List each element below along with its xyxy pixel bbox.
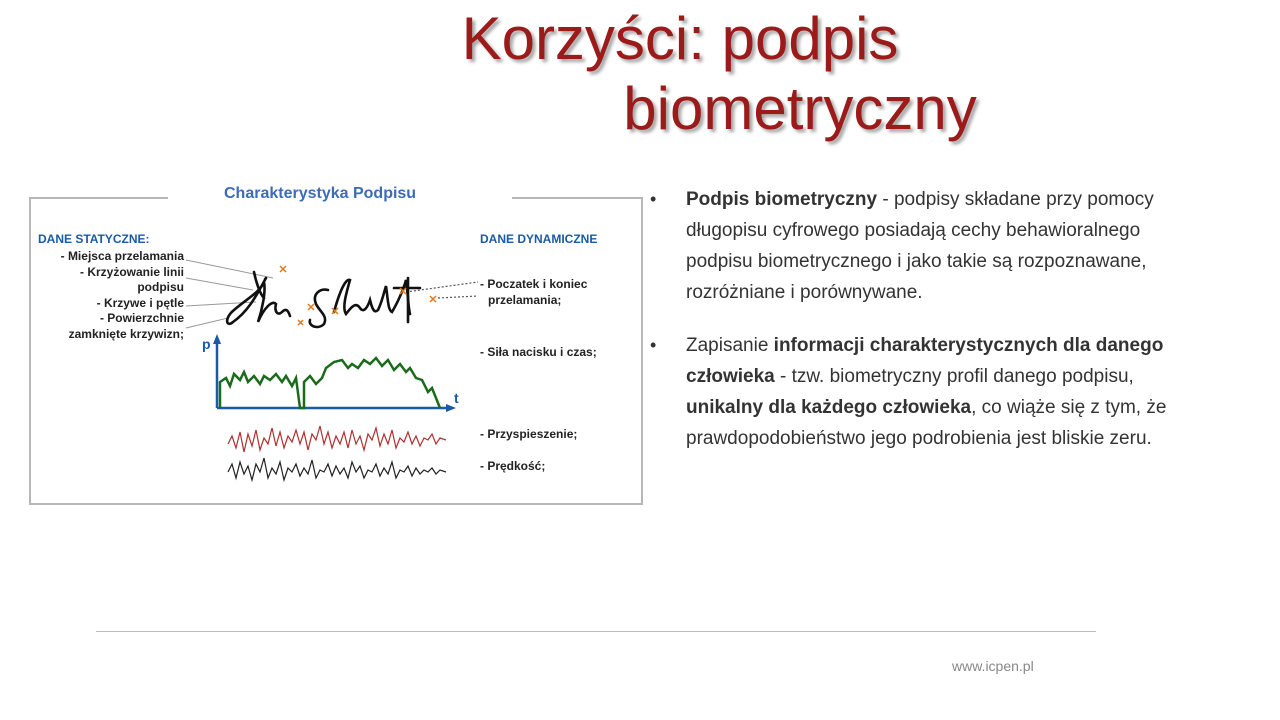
bullet-plain-text: - tzw. biometryczny profil danego podpisu, xyxy=(774,366,1134,387)
dynamic-data-heading: DANE DYNAMICZNE xyxy=(480,232,598,246)
bullet-item xyxy=(650,330,1210,454)
dynamic-item-start-end-line2: przelamania; xyxy=(488,293,562,307)
bullet-dot-icon: • xyxy=(650,335,657,355)
static-data-heading: DANE STATYCZNE: xyxy=(38,232,150,246)
slide-title xyxy=(420,4,1120,144)
dynamic-item-pressure: - Siła nacisku i czas; xyxy=(480,345,597,359)
static-item: podpisu xyxy=(137,280,184,294)
dynamic-item-acceleration: - Przyspieszenie; xyxy=(480,427,578,441)
axis-p-label: p xyxy=(202,336,211,352)
dynamic-item-start-end xyxy=(480,276,587,308)
footer-divider xyxy=(96,631,1096,632)
static-item: - Krzywe i pętle xyxy=(96,295,184,310)
footer-url-link[interactable]: www.icpen.pl xyxy=(952,658,1034,674)
figure-title: Charakterystyka Podpisu xyxy=(224,185,417,202)
static-item: - Krzyżowanie linii xyxy=(79,264,184,279)
dynamic-item-start-end-line1: - Poczatek i koniec xyxy=(480,277,588,291)
bullet-plain-text: Zapisanie xyxy=(686,335,774,356)
dynamic-item-speed: - Prędkość; xyxy=(480,459,546,473)
bullet-bold-text: informacji charakterystycznych dla danego człowieka xyxy=(686,335,1164,387)
bullet-item xyxy=(650,184,1210,308)
bullet-plain-text: - podpisy składane przy pomocy długopisu cyfrowego posiadają cechy behawioralnego podpisu biometrycznego i jako takie są rozpoznawane, rozróżniane i porównywane. xyxy=(686,189,1154,303)
bullet-bold-text: unikalny dla każdego człowieka xyxy=(686,397,972,418)
slide-title-line1: Korzyści: podpis xyxy=(461,5,899,72)
slide-title-line2: biometryczny xyxy=(623,75,977,142)
bullet-text xyxy=(686,189,1154,303)
bullet-plain-text: , co wiąże się z tym, że prawdopodobieństwo jego podrobienia jest bliskie zeru. xyxy=(686,397,1167,449)
axis-t-label: t xyxy=(454,390,459,406)
bullet-bold-text: Podpis biometryczny xyxy=(686,189,878,210)
static-item: zamknięte krzywizn; xyxy=(68,326,184,341)
signature-characteristics-figure xyxy=(28,182,644,507)
static-item: - Powierzchnie xyxy=(99,311,184,325)
bullet-dot-icon: • xyxy=(650,189,657,209)
bullet-text xyxy=(686,335,1166,449)
static-item: - Miejsca przelamania xyxy=(60,249,184,263)
bullet-list xyxy=(650,184,1210,476)
static-data-list xyxy=(34,249,184,342)
